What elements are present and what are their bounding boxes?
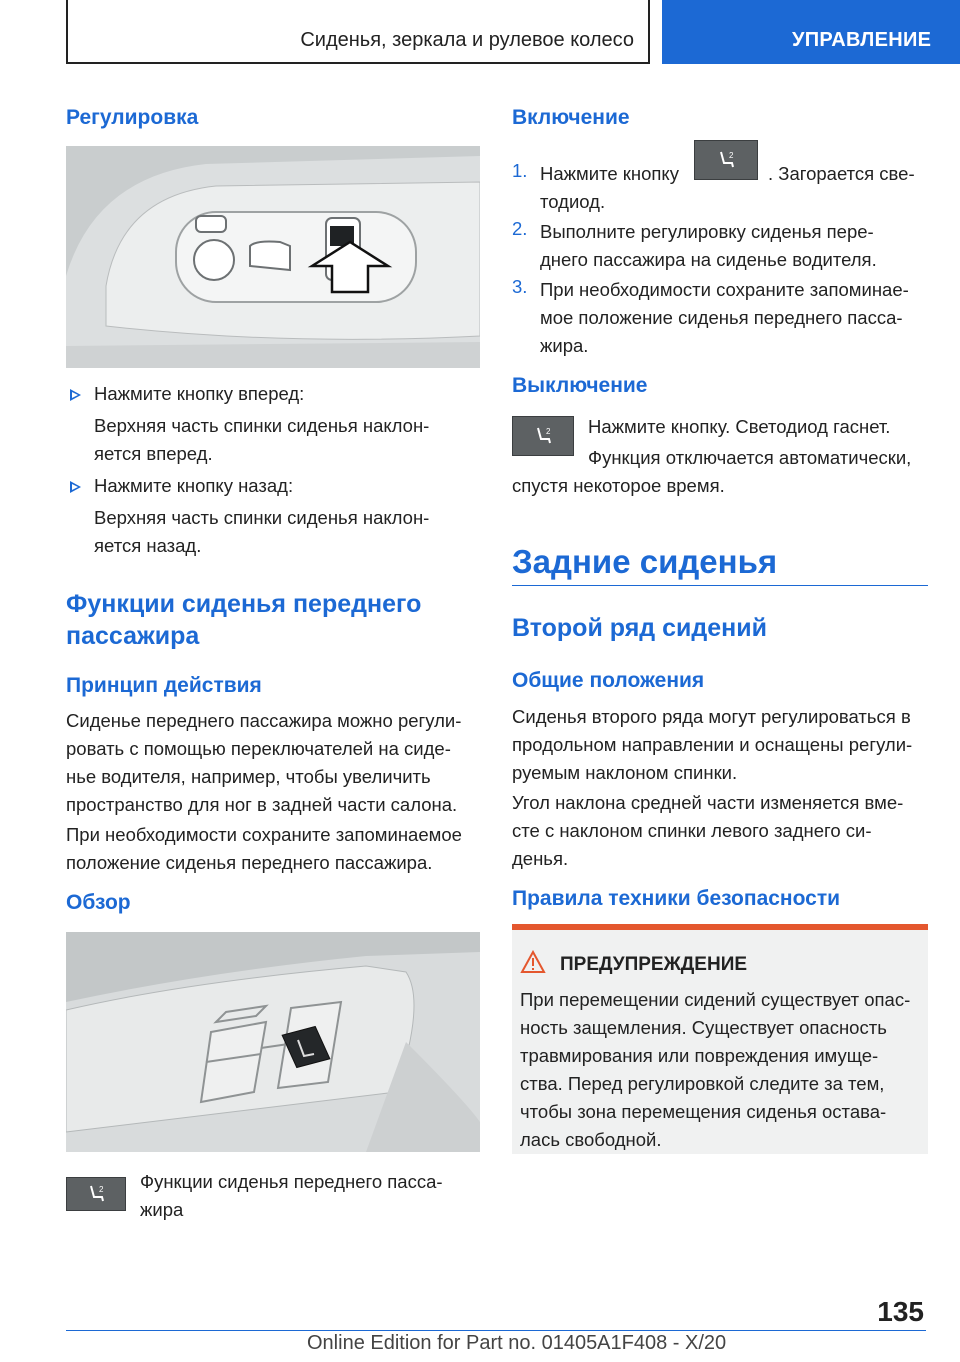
icon-caption-2: жира <box>140 1199 184 1220</box>
heading-off: Выключение <box>512 374 648 397</box>
heading-rule <box>512 585 928 586</box>
warning-line-5: чтобы зона перемещения сиденья остава- <box>520 1101 887 1122</box>
off-text-3: спустя некоторое время. <box>512 475 725 496</box>
triangle-bullet-icon <box>70 389 81 401</box>
bullet-1-label: Нажмите кнопку вперед: <box>94 383 305 404</box>
footer-rule <box>66 1330 926 1331</box>
seat-button-icon <box>512 416 574 456</box>
bullet-1-desc-1: Верхняя часть спинки сиденья наклон- <box>94 415 430 436</box>
heading-overview: Обзор <box>66 891 131 914</box>
triangle-bullet-icon <box>70 481 81 493</box>
general-p2-line-1: Угол наклона средней части изменяется вме- <box>512 792 904 813</box>
heading-on: Включение <box>512 106 630 129</box>
step-3-text-2: мое положение сиденья переднего пасса- <box>540 307 903 328</box>
heading-safety: Правила техники безопасности <box>512 887 841 910</box>
heading-second-row: Второй ряд сидений <box>512 614 767 642</box>
warning-title: ПРЕДУПРЕЖДЕНИЕ <box>560 954 748 975</box>
heading-adjust: Регулировка <box>66 106 199 129</box>
seat-functions-photo <box>66 932 480 1152</box>
header-section-box <box>66 0 650 64</box>
step-2-number: 2. <box>512 218 528 239</box>
icon-caption-1: Функции сиденья переднего пасса- <box>140 1171 443 1192</box>
step-3-number: 3. <box>512 276 528 297</box>
svg-text:2: 2 <box>729 151 734 160</box>
section-title: Сиденья, зеркала и рулевое колесо <box>300 29 634 51</box>
heading-functions-2: пассажира <box>66 622 200 650</box>
warning-triangle-icon <box>520 950 546 974</box>
chapter-tab-label: УПРАВЛЕНИЕ <box>792 29 932 51</box>
warning-line-3: травмирования или повреждения имуще- <box>520 1045 879 1066</box>
general-line-3: руемым наклоном спинки. <box>512 762 738 783</box>
step-3-text-1: При необходимости сохраните запоминае- <box>540 279 909 300</box>
warning-line-1: При перемещении сидений существует опас- <box>520 989 911 1010</box>
step-3-text-3: жира. <box>540 335 589 356</box>
general-line-1: Сиденья второго ряда могут регулироваться в <box>512 706 911 727</box>
principle-p2-line-1: При необходимости сохраните запоминаемое <box>66 824 462 845</box>
heading-functions-1: Функции сиденья переднего <box>66 590 422 618</box>
step-1-text-b: . Загорается све- <box>768 163 915 184</box>
principle-line-4: пространство для ног в задней части салона. <box>66 794 458 815</box>
heading-principle: Принцип действия <box>66 674 262 697</box>
bullet-2-label: Нажмите кнопку назад: <box>94 475 294 496</box>
principle-line-1: Сиденье переднего пассажира можно регули- <box>66 710 462 731</box>
svg-text:2: 2 <box>99 1185 104 1194</box>
bullet-1-desc-2: яется вперед. <box>94 443 213 464</box>
off-text-1: Нажмите кнопку. Светодиод гаснет. <box>588 416 891 437</box>
seat-button-icon <box>694 140 758 180</box>
general-line-2: продольном направлении и оснащены регули- <box>512 734 913 755</box>
principle-p2-line-2: положение сиденья переднего пассажира. <box>66 852 433 873</box>
warning-line-6: лась свободной. <box>520 1129 662 1150</box>
page-number: 135 <box>877 1296 924 1327</box>
warning-line-2: ность защемления. Существует опасность <box>520 1017 887 1038</box>
principle-line-3: нье водителя, например, чтобы увеличить <box>66 766 431 787</box>
bullet-2-desc-2: яется назад. <box>94 535 202 556</box>
seat-adjust-photo <box>66 146 480 368</box>
principle-line-2: ровать с помощью переключателей на сиде- <box>66 738 451 759</box>
bullet-2-desc-1: Верхняя часть спинки сиденья наклон- <box>94 507 430 528</box>
general-p2-line-2: сте с наклоном спинки левого заднего си- <box>512 820 872 841</box>
chapter-tab[interactable] <box>662 0 960 64</box>
heading-general: Общие положения <box>512 669 705 692</box>
step-1-text-a: Нажмите кнопку <box>540 163 679 184</box>
svg-text:2: 2 <box>546 427 551 436</box>
step-1-number: 1. <box>512 160 528 181</box>
seat-button-icon <box>66 1177 126 1211</box>
warning-line-4: ства. Перед регулировкой следите за тем, <box>520 1073 885 1094</box>
step-1-text-2: тодиод. <box>540 191 606 212</box>
step-2-text-2: днего пассажира на сиденье водителя. <box>540 249 877 270</box>
step-2-text-1: Выполните регулировку сиденья пере- <box>540 221 874 242</box>
heading-rear-seats: Задние сиденья <box>512 543 778 580</box>
general-p2-line-3: денья. <box>512 848 569 869</box>
off-text-2: Функция отключается автоматически, <box>588 447 912 468</box>
footer-edition: Online Edition for Part no. 01405A1F408 - X/20 <box>307 1332 727 1354</box>
